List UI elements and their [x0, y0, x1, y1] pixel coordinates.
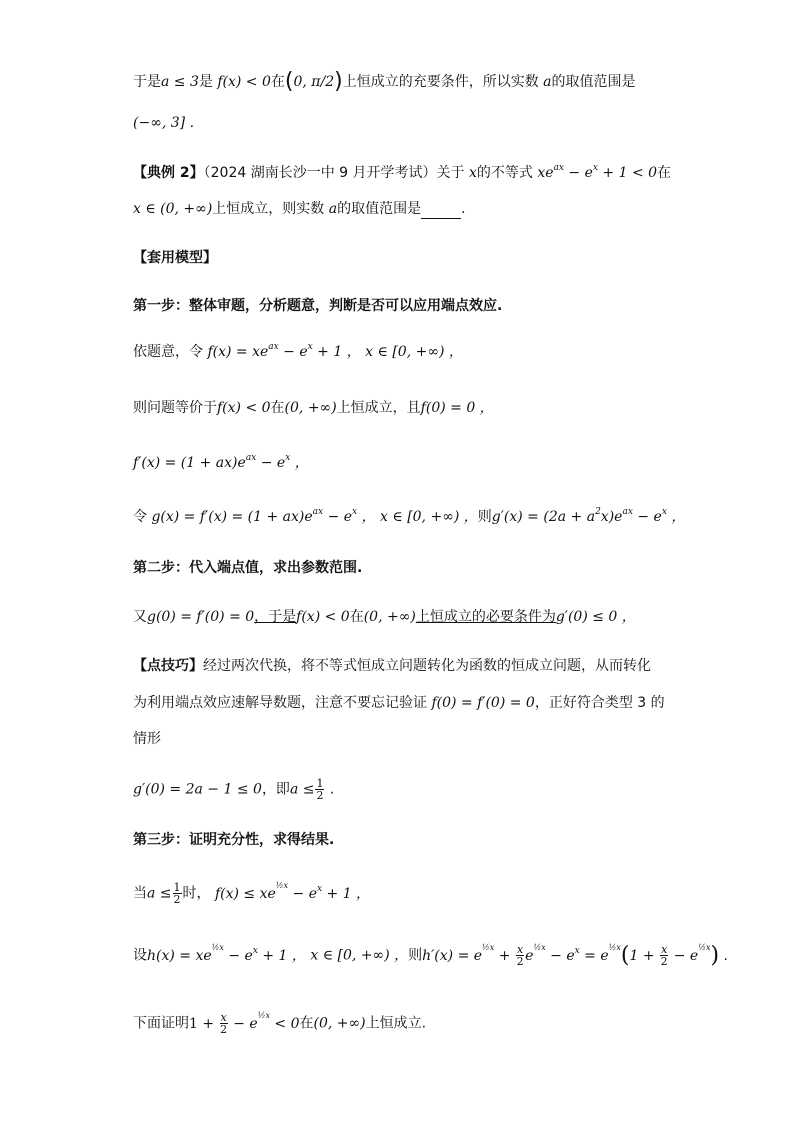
tip-line-3: 情形 — [133, 731, 161, 747]
text: 下面证明 — [133, 1015, 189, 1032]
step1-line-a — [133, 342, 463, 364]
text: 上恒成立，则实数 — [212, 201, 325, 217]
text: 的取值范围是 — [551, 74, 636, 90]
text: 上恒成立的必要条件为 — [415, 609, 556, 625]
text: 的不等式 — [476, 165, 533, 181]
text: 上恒成立. — [365, 1015, 427, 1032]
math-inline: a ≤ 3 — [161, 74, 199, 90]
math-inline: (0, +∞) — [284, 400, 337, 416]
math-inline: f(x) < 0 — [217, 74, 271, 90]
math-inline: f(x) < 0 — [217, 400, 271, 416]
text: 在 — [270, 400, 285, 416]
math-inline: g′(0) = 2a − 1 ≤ 0 — [133, 781, 262, 798]
text: ，正好符合类型 3 的 — [534, 695, 665, 711]
text: . — [329, 781, 335, 798]
math-inline: (0, +∞) — [313, 1015, 366, 1032]
step1-line-d — [133, 507, 685, 529]
math-inline: a — [543, 74, 552, 90]
example-label: 【典例 2】 — [133, 165, 204, 181]
tip-line-2 — [133, 693, 665, 713]
step-heading-1: 第一步：整体审题，分析题意，判断是否可以应用端点效应. — [133, 298, 503, 314]
math-inline: f(0) = 0 ， — [420, 400, 494, 416]
math-inline: a ≤ — [289, 781, 315, 798]
step1-line-c — [133, 453, 309, 475]
text: 依题意，令 — [133, 344, 203, 360]
fraction: $\frac{1}{2}$ — [316, 777, 324, 802]
math-inline: a ≤ — [147, 885, 172, 902]
math-inline: (0, +∞) — [363, 609, 416, 625]
math-inline: g′(0) ≤ 0 ， — [555, 609, 636, 625]
text: 在 — [299, 1015, 314, 1032]
text: 上恒成立的充要条件，所以实数 — [342, 74, 539, 90]
text: 经过两次代换，将不等式恒成立问题转化为函数的恒成立问题，从而转化 — [203, 658, 651, 674]
text: 令 — [133, 509, 147, 525]
math-inline: g(0) = f′(0) = 0 — [147, 609, 255, 625]
math-inline: x ∈ [0, +∞) ， — [365, 344, 463, 360]
text: （2024 湖南长沙一中 9 月开学考试）关于 — [203, 165, 465, 181]
text: ，于是 — [254, 609, 297, 625]
math-inline: a — [328, 201, 338, 217]
math-inline: $h'(x) = e^{\frac{1}{2}x}$ + $\frac{x}{2}$ $e^{\frac{1}{2}x} - e^x = e^{\frac{1}{2}x}(1$ + $\frac{x}{2}$ − $e^{\frac{1}{2}x}$) . — [422, 942, 728, 968]
text: ，即 — [261, 781, 290, 798]
tip-label: 【点技巧】 — [133, 658, 203, 674]
paren-right: ) — [334, 69, 343, 94]
math-inline: f(x) < 0 — [296, 609, 350, 625]
text: 为利用端点效应速解导数题，注意不要忘记验证 — [133, 695, 427, 711]
math-inline: x ∈ [0, +∞) ， — [380, 509, 478, 525]
text: 在 — [349, 609, 364, 625]
math-inline: $h(x) = xe^{\frac{1}{2}x} - e^x + 1$ ， — [147, 942, 306, 964]
step2-line-a — [133, 607, 636, 627]
step2-line-b — [133, 778, 334, 801]
fraction: $\frac{1}{2}$ — [173, 881, 181, 906]
math-interval: 0, π/2 — [293, 74, 335, 90]
step3-line-b — [133, 944, 728, 968]
math-inline: $f'(x) = (1 + ax)e^{ax} - e^x$ ， — [133, 453, 309, 471]
step-heading-3: 第三步：证明充分性，求得结果. — [133, 832, 335, 848]
text: 当 — [133, 885, 147, 902]
math-inline: (−∞, 3] . — [133, 115, 195, 131]
text: 设 — [133, 947, 147, 964]
math-inline: x ∈ (0, +∞) — [133, 201, 213, 217]
text: 又 — [133, 609, 147, 625]
text-line-1 — [133, 69, 636, 94]
text: 的取值范围是 — [337, 201, 422, 217]
step-heading-2: 第二步：代入端点值，求出参数范围. — [133, 560, 363, 576]
math-inline: $g(x) = f'(x) = (1 + ax)e^{ax} - e^x$ ， — [151, 507, 376, 525]
math-inline: x ∈ [0, +∞) ， — [310, 947, 409, 964]
math-inline: $f(x) \le xe^{\frac{1}{2}x} - e^x + 1$ ， — [214, 880, 371, 902]
example-line-1 — [133, 163, 671, 185]
step1-line-b — [133, 398, 494, 418]
math-inline: 1 + $\frac{x}{2}$ − $e^{\frac{1}{2}x} < 0$ — [189, 1010, 300, 1036]
text: 则 — [477, 509, 492, 525]
paren-left: ( — [284, 69, 294, 94]
math-inline: $g'(x) = (2a + a^2x)e^{ax} - e^x$ ， — [491, 507, 686, 525]
text: 则问题等价于 — [133, 400, 217, 416]
math-inline: x — [468, 165, 477, 181]
math-inline: $f(x) = xe^{ax} - e^x + 1$ ， — [207, 342, 361, 360]
text-line-2 — [133, 113, 194, 133]
example-line-2 — [133, 199, 466, 219]
tip-line-1 — [133, 656, 651, 676]
step3-line-a — [133, 882, 370, 906]
text: . — [461, 201, 466, 217]
text: 是 — [198, 74, 213, 90]
answer-blank — [421, 204, 461, 219]
text: 于是 — [133, 74, 161, 90]
inequality: $xe^{ax} - e^x + 1 < 0$ — [537, 163, 658, 181]
text: 则 — [408, 947, 423, 964]
step3-line-c — [133, 1012, 426, 1036]
text: 在 — [270, 74, 285, 90]
math-inline: f(0) = f′(0) = 0 — [431, 695, 535, 711]
section-heading: 【套用模型】 — [133, 250, 217, 266]
text: 时， — [182, 885, 211, 902]
text: 在 — [657, 165, 672, 181]
text: 上恒成立，且 — [336, 400, 421, 416]
